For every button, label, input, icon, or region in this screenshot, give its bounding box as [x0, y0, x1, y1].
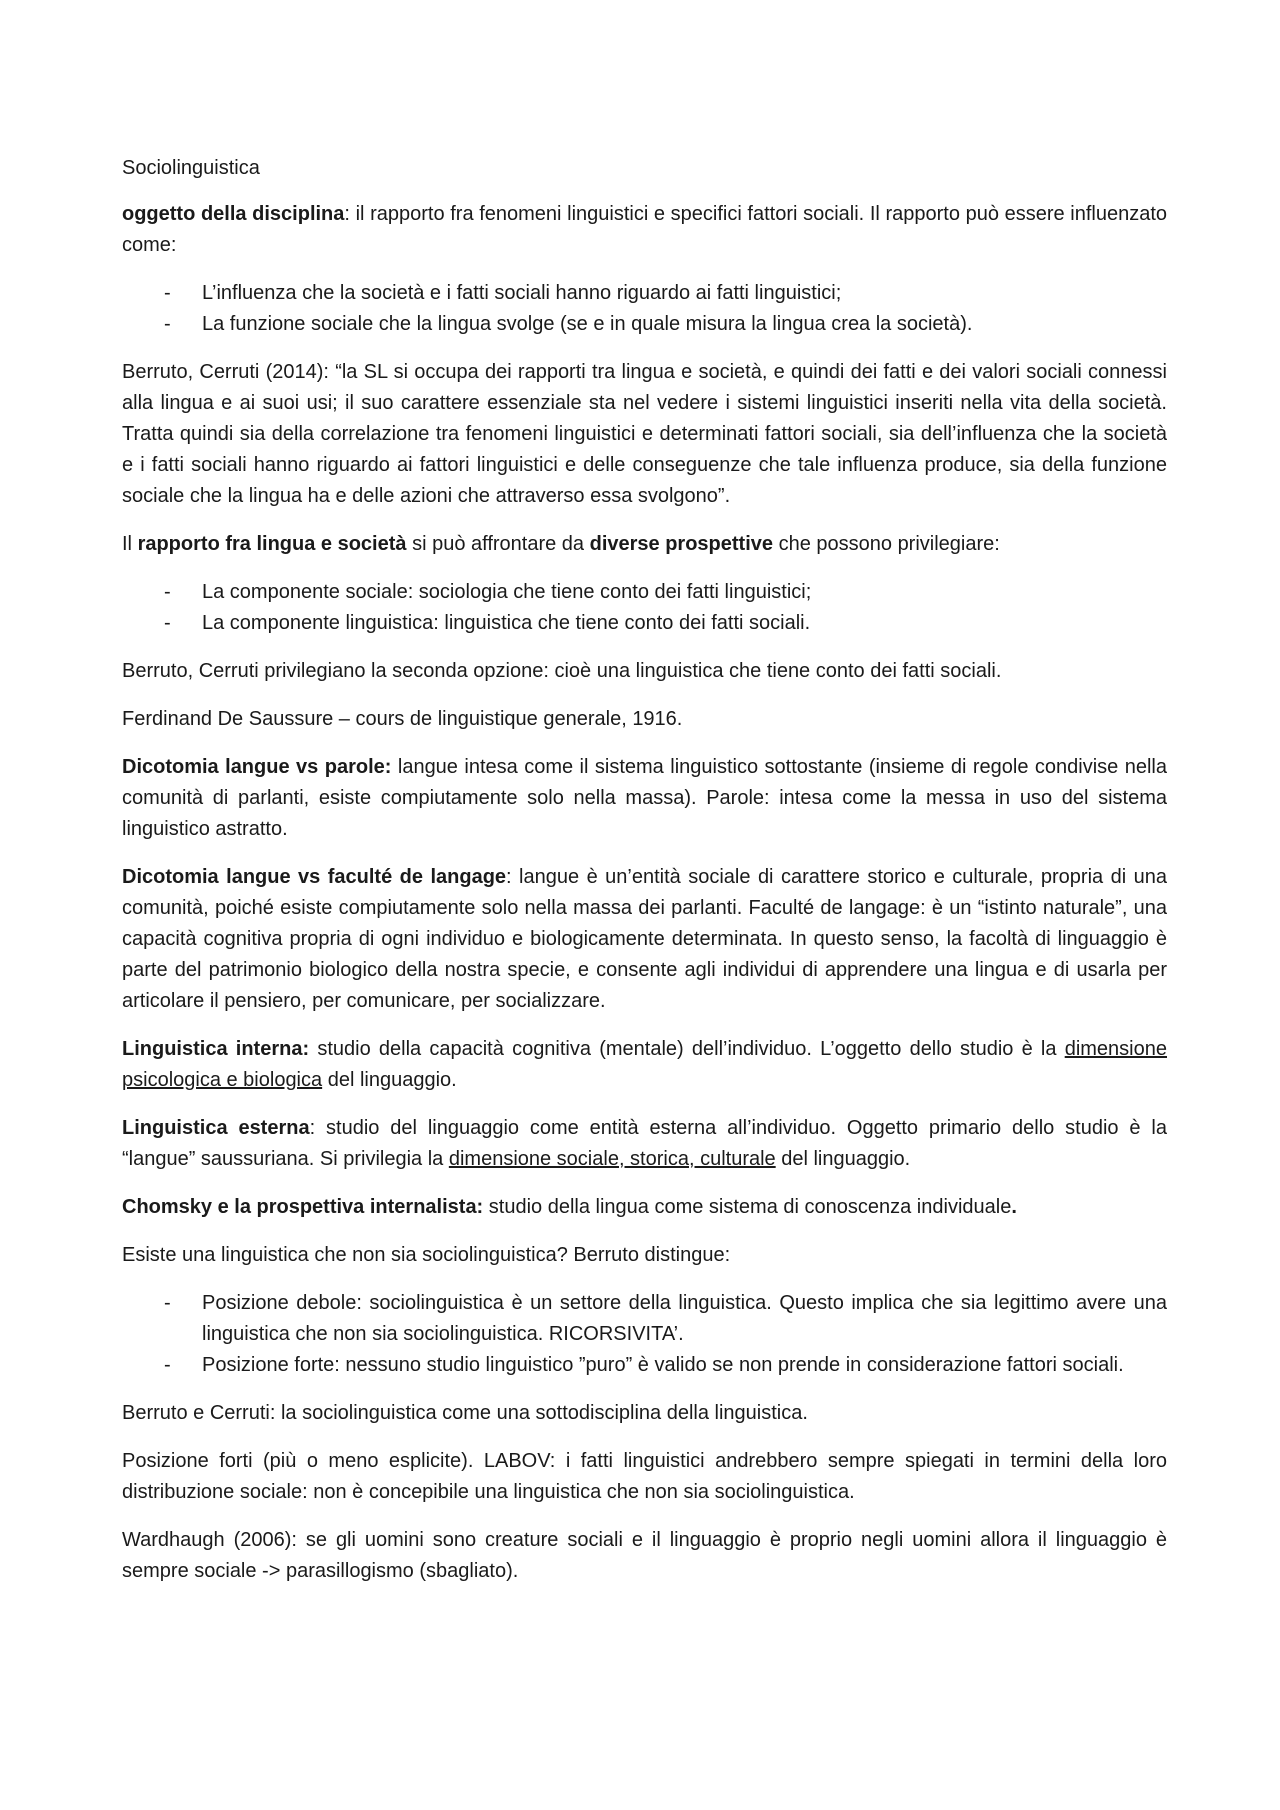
- term-prospettive: diverse prospettive: [589, 533, 774, 555]
- paragraph-linguistica-interna: [122, 1034, 1167, 1096]
- text-chomsky: studio della lingua come sistema di conoscenza individuale: [483, 1196, 1012, 1218]
- list-componenti: [122, 577, 1167, 639]
- paragraph-oggetto: [122, 199, 1167, 261]
- paragraph-sottodisciplina: Berruto e Cerruti: la sociolinguistica come una sottodisciplina della linguistica.: [122, 1402, 808, 1424]
- underlined-dimensione-psicologica: dimensione psicologica e biologica: [122, 1038, 1167, 1091]
- text-oggetto: : il rapporto fra fenomeni linguistici e specifici fattori sociali. Il rapporto può essere influenzato come:: [122, 203, 1167, 256]
- term-langue-parole: Dicotomia langue vs parole:: [122, 756, 392, 778]
- paragraph-saussure: Ferdinand De Saussure – cours de linguistique generale, 1916.: [122, 708, 683, 730]
- paragraph-rapporto: [122, 529, 1167, 560]
- text-del-linguaggio: del linguaggio.: [775, 1148, 911, 1170]
- list-item: - Posizione debole: sociolinguistica è un settore della linguistica. Questo implica che sia legittimo avere una linguistica che non sia sociolinguistica. RICORSIVITA’.: [122, 1288, 1167, 1350]
- paragraph-langue-parole: [122, 752, 1167, 845]
- paragraph-seconda-opzione: Berruto, Cerruti privilegiano la seconda opzione: cioè una linguistica che tiene conto dei fatti sociali.: [122, 660, 1002, 682]
- paragraph-labov: Posizione forti (più o meno esplicite). LABOV: i fatti linguistici andrebbero sempre spiegati in termini della loro distribuzione sociale: non è concepibile una linguistica che non sia sociolinguistica.: [122, 1450, 1167, 1503]
- term-rapporto: rapporto fra lingua e società: [137, 533, 407, 555]
- list-influenze: [122, 278, 1167, 340]
- term-oggetto: oggetto della disciplina: [122, 203, 345, 225]
- paragraph-langue-faculte: [122, 862, 1167, 1017]
- term-chomsky: Chomsky e la prospettiva internalista:: [122, 1196, 484, 1218]
- list-item: - La componente sociale: sociologia che tiene conto dei fatti linguistici;: [122, 577, 1167, 608]
- text-linguistica-esterna: : studio del linguaggio come entità esterna all’individuo. Oggetto primario dello studio è la “langue” saussuriana. Si privilegia la: [122, 1117, 1167, 1170]
- text-langue-faculte: : langue è un’entità sociale di carattere storico e culturale, propria di una comunità, poiché esiste compiutamente solo nella massa dei parlanti. Faculté de langage: è un “istinto naturale”, una capacità cognitiva propria di ogni individuo e biologicamente determinata. In questo senso, la facoltà di linguaggio è parte del patrimonio biologico della nostra specie, e consente agli individui di apprendere una lingua e di usarla per articolare il pensiero, per comunicare, per socializzare.: [122, 866, 1167, 1012]
- term-langue-faculte: Dicotomia langue vs faculté de langage: [122, 866, 507, 888]
- bold-period: .: [1011, 1196, 1017, 1218]
- text-il: Il: [122, 533, 138, 555]
- text-affrontare: si può affrontare da: [406, 533, 590, 555]
- term-linguistica-esterna: Linguistica esterna: [122, 1117, 310, 1139]
- document-title: Sociolinguistica: [122, 157, 260, 179]
- document-body: [122, 153, 1167, 1604]
- text-linguistica-interna: studio della capacità cognitiva (mentale) dell’individuo. L’oggetto dello studio è la: [309, 1038, 1065, 1060]
- list-item: - La funzione sociale che la lingua svolge (se e in quale misura la lingua crea la società).: [122, 309, 1167, 340]
- paragraph-berruto-cerruti-quote: Berruto, Cerruti (2014): “la SL si occupa dei rapporti tra lingua e società, e quindi dei fatti e dei valori sociali connessi alla lingua e ai suoi usi; il suo carattere essenziale sta nel vedere i sistemi linguistici inseriti nella vita della società. Tratta quindi sia della correlazione tra fenomeni linguistici e determinati fattori sociali, sia dell’influenza che la società e i fatti sociali hanno riguardo ai fattori linguistici e delle conseguenze che tale influenza produce, sia della funzione sociale che la lingua ha e delle azioni che attraverso essa svolgono”.: [122, 361, 1167, 507]
- list-posizioni: [122, 1288, 1167, 1381]
- list-item: - L’influenza che la società e i fatti sociali hanno riguardo ai fatti linguistici;: [122, 278, 1167, 309]
- term-linguistica-interna: Linguistica interna:: [122, 1038, 310, 1060]
- text-privilegiare: che possono privilegiare:: [773, 533, 1000, 555]
- paragraph-chomsky: [122, 1192, 1167, 1223]
- paragraph-linguistica-esterna: [122, 1113, 1167, 1175]
- text-del-linguaggio: del linguaggio.: [322, 1069, 457, 1091]
- text-langue-parole: langue intesa come il sistema linguistico sottostante (insieme di regole condivise nella comunità di parlanti, esiste compiutamente solo nella massa). Parole: intesa come la messa in uso del sistema linguistico astratto.: [122, 756, 1168, 840]
- paragraph-wardhaugh: Wardhaugh (2006): se gli uomini sono creature sociali e il linguaggio è proprio negli uomini allora il linguaggio è sempre sociale -> parasillogismo (sbagliato).: [122, 1529, 1167, 1582]
- underlined-dimensione-sociale: dimensione sociale, storica, culturale: [448, 1148, 776, 1170]
- paragraph-question: Esiste una linguistica che non sia sociolinguistica? Berruto distingue:: [122, 1244, 731, 1266]
- list-item: - La componente linguistica: linguistica che tiene conto dei fatti sociali.: [122, 608, 1167, 639]
- list-item: - Posizione forte: nessuno studio linguistico ”puro” è valido se non prende in considerazione fattori sociali.: [122, 1350, 1167, 1381]
